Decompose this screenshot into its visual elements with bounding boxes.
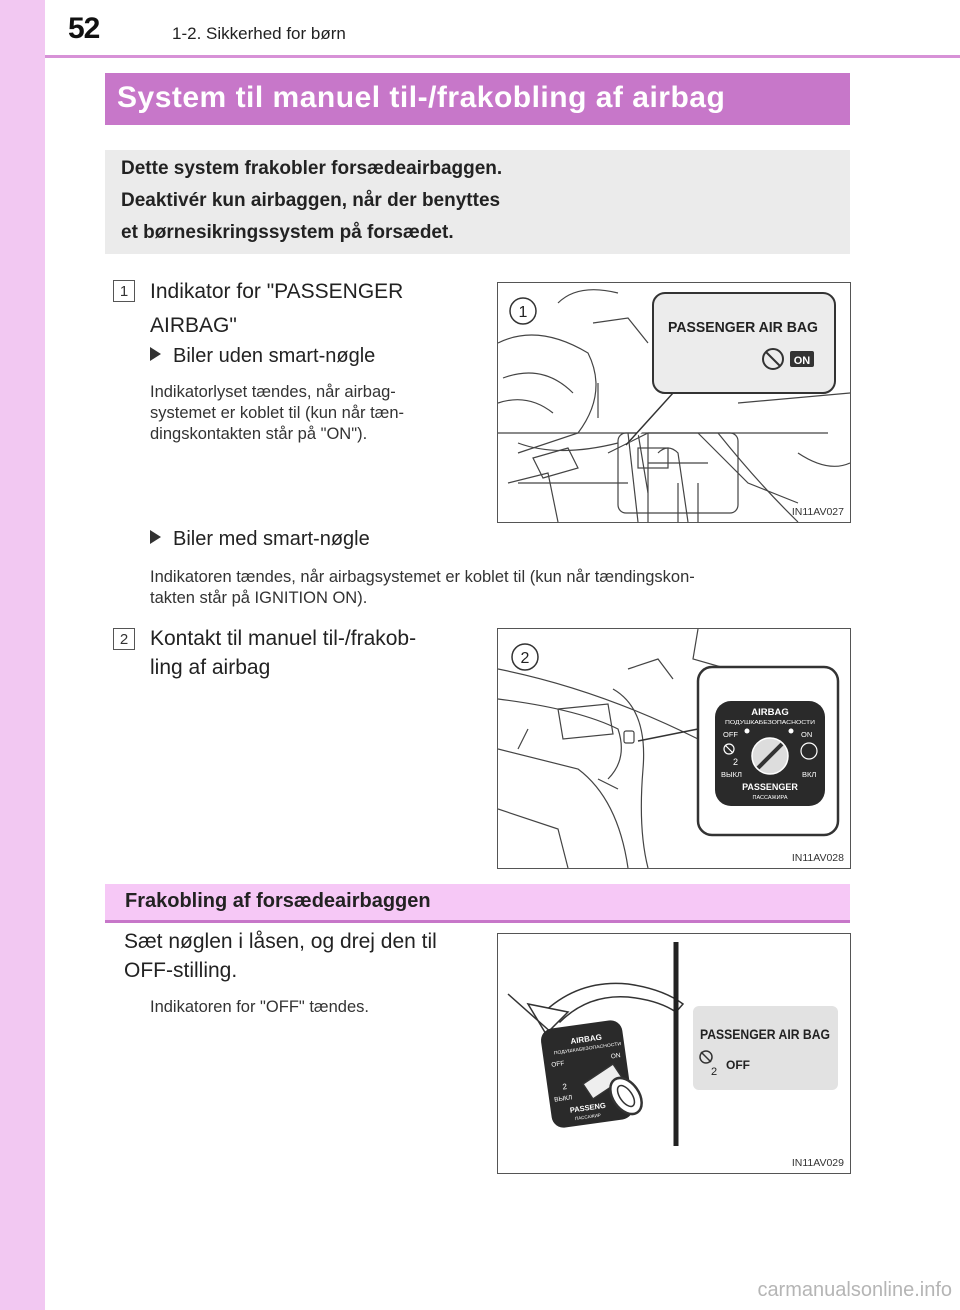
fig2-on: ON	[801, 730, 813, 739]
bullet-triangle-icon	[150, 347, 161, 361]
site-watermark: carmanualsonline.info	[757, 1279, 952, 1301]
callout-1	[510, 298, 536, 324]
callout-2-number: 2	[520, 650, 530, 667]
key-turn-illustration	[498, 934, 850, 1173]
fig3-code: IN11AV029	[791, 1157, 844, 1169]
item-number-1: 1	[113, 280, 135, 302]
item1-title-line1: Indikator for "PASSENGER	[150, 280, 404, 303]
item2-title-line2: ling af airbag	[150, 656, 271, 679]
step-note: Indikatoren for "OFF" tændes.	[150, 998, 369, 1016]
item1-text2-line1: Indikatoren tændes, når airbagsystemet er koblet til (kun når tændingskon-	[150, 568, 695, 586]
callout-1-number: 1	[518, 304, 528, 321]
fig2-airbag: AIRBAG	[751, 707, 789, 718]
item1-text1-line2: systemet er koblet til (kun når tæn-	[150, 404, 405, 422]
bullet-triangle-icon	[150, 530, 161, 544]
fig3-panel-off: OFF	[726, 1058, 750, 1072]
figure-passenger-airbag-indicator	[497, 282, 851, 523]
chapter-side-tab	[0, 0, 45, 1310]
fig3-airbag: AIRBAG	[569, 1032, 603, 1046]
fig1-on-badge: ON	[793, 355, 811, 367]
section-title: System til manuel til-/frakobling af airbag	[117, 81, 726, 114]
intro-line-1: Dette system frakobler forsædeairbaggen.	[121, 158, 503, 179]
switch-location-illustration	[498, 629, 850, 868]
fig3-passenger: PASSENG	[569, 1100, 607, 1115]
subsection-title: Frakobling af forsædeairbaggen	[125, 890, 431, 912]
fig3-on: ON	[610, 1052, 622, 1061]
fig3-digit: 2	[561, 1081, 568, 1092]
fig2-digit: 2	[733, 757, 739, 767]
fig3-off-ru: ВЫКЛ	[553, 1094, 573, 1104]
fig2-code: IN11AV028	[791, 852, 844, 864]
fig3-airbag-ru: ПОДУШКАБЕЗОПАСНОСТИ	[553, 1042, 614, 1056]
item1-text1-line1: Indikatorlyset tændes, når airbag-	[150, 383, 396, 401]
item1-text1-line3: dingskontakten står på "ON").	[150, 425, 368, 443]
fig3-panel-digit: 2	[711, 1066, 718, 1078]
step-line-1: Sæt nøglen i låsen, og drej den til	[124, 930, 437, 953]
bullet-without-smart-key	[150, 345, 375, 368]
fig3-panel-label: PASSENGER AIR BAG	[700, 1026, 831, 1042]
bullet-without-smart-key-label: Biler uden smart-nøgle	[173, 345, 376, 367]
dashboard-illustration	[498, 283, 850, 522]
item2-title-line1: Kontakt til manuel til-/frakob-	[150, 627, 417, 650]
item-number-2: 2	[113, 628, 135, 650]
page-number: 52	[68, 12, 100, 45]
figure-airbag-cutoff-switch	[497, 628, 851, 869]
bullet-with-smart-key-label: Biler med smart-nøgle	[173, 528, 370, 550]
fig2-airbag-ru: ПОДУШКАБЕЗОПАСНОСТИ	[725, 720, 816, 726]
fig2-on-ru: ВКЛ	[802, 770, 817, 779]
fig1-panel-label: PASSENGER AIR BAG	[668, 319, 818, 336]
figure-turn-key-off	[497, 933, 851, 1174]
fig2-off-ru: ВЫКЛ	[721, 770, 742, 779]
chapter-heading: 1-2. Sikkerhed for børn	[172, 24, 346, 43]
section-title-bar	[105, 73, 850, 125]
fig2-off: OFF	[723, 730, 738, 739]
fig3-off: OFF	[550, 1060, 565, 1069]
bullet-with-smart-key	[150, 528, 370, 551]
header-rule	[45, 55, 960, 58]
callout-2	[512, 644, 538, 670]
step-line-2: OFF-stilling.	[124, 959, 238, 982]
key-slot	[752, 738, 788, 774]
intro-line-2: Deaktivér kun airbaggen, når der benyttes	[121, 190, 501, 211]
intro-box	[105, 150, 850, 254]
subsection-title-bar	[105, 884, 850, 923]
fig2-passenger: PASSENGER	[742, 782, 798, 792]
fig3-passenger-ru: ПАССАЖИР	[574, 1112, 602, 1122]
fig2-passenger-ru: ПАССАЖИРА	[752, 795, 788, 801]
fig1-code: IN11AV027	[791, 506, 844, 518]
item1-title-line2: AIRBAG"	[150, 314, 237, 337]
item1-text2-line2: takten står på IGNITION ON).	[150, 589, 368, 607]
intro-line-3: et børnesikringssystem på forsædet.	[121, 222, 454, 243]
